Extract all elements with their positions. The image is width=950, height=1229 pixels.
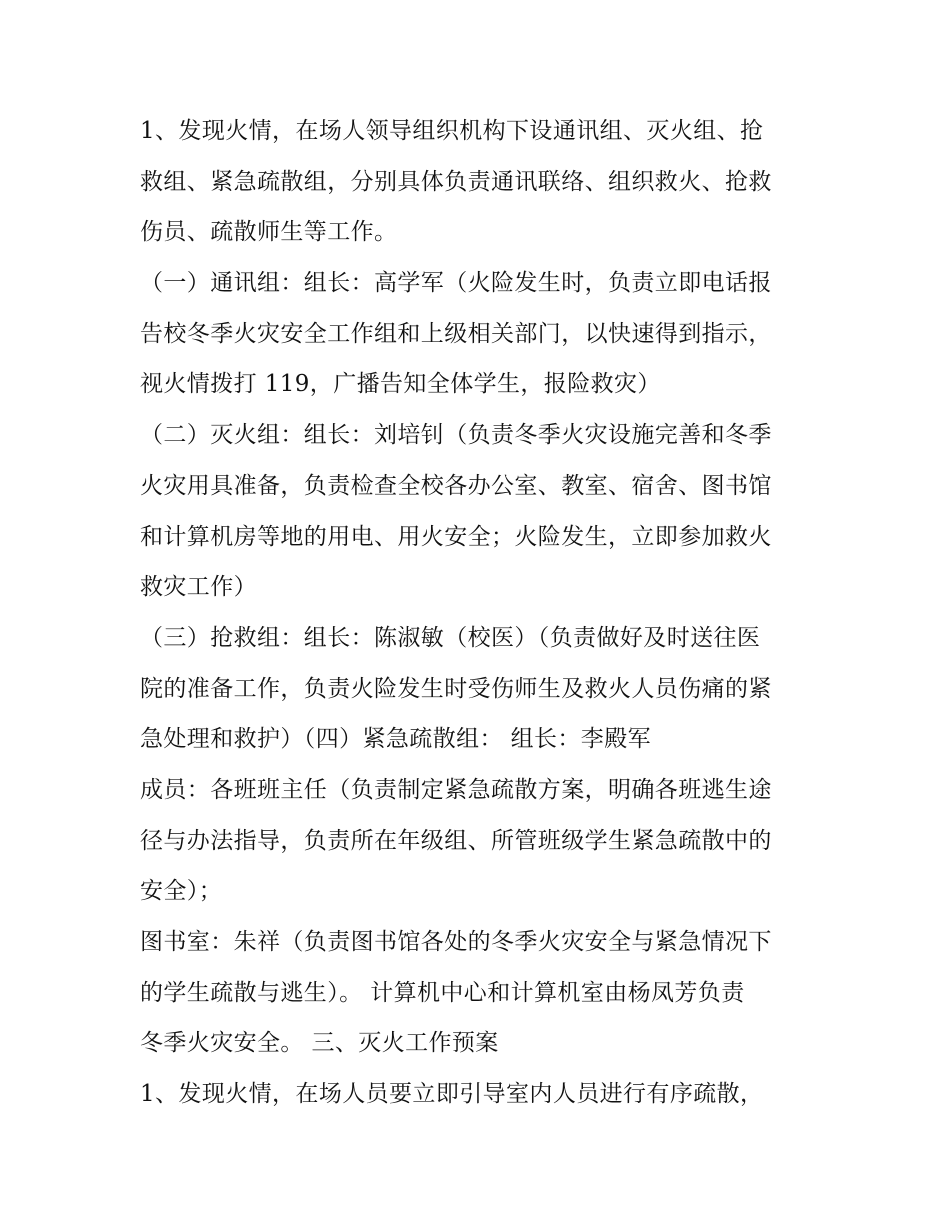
text-line: 伤员、疏散师生等工作。 — [140, 219, 398, 246]
text-line: （一）通讯组：组长：高学军（火险发生时，负责立即电话报 — [140, 270, 772, 297]
text-line: 安全）； — [140, 878, 223, 905]
text-line: 1、发现火情，在场人领导组织机构下设通讯组、灭火组、抢 — [140, 118, 764, 144]
text-line: 急处理和救护）（四）紧急疏散组： 组长：李殿军 — [140, 726, 652, 753]
text-line: 救灾工作） — [140, 574, 257, 601]
text-line: 图书室：朱祥（负责图书馆各处的冬季火灾安全与紧急情况下 — [140, 929, 772, 955]
text-line: 救组、紧急疏散组，分别具体负责通讯联络、组织救火、抢救 — [140, 168, 772, 195]
text-line: 院的准备工作，负责火险发生时受伤师生及救火人员伤痛的紧 — [140, 675, 772, 702]
text-line: 告校冬季火灾安全工作组和上级相关部门，以快速得到指示， — [140, 320, 772, 347]
text-line: （二）灭火组：组长：刘培钊（负责冬季火灾设施完善和冬季 — [140, 422, 772, 449]
text-line: 视火情拨打 119，广播告知全体学生，报险救灾） — [140, 371, 661, 398]
text-line: 的学生疏散与逃生）。 计算机中心和计算机室由杨凤芳负责 — [140, 979, 745, 1006]
document-body — [140, 106, 820, 1120]
text-line: 和计算机房等地的用电、用火安全；火险发生，立即参加救火 — [140, 523, 772, 550]
text-line: 成员：各班班主任（负责制定紧急疏散方案，明确各班逃生途 — [140, 776, 772, 803]
text-line: （三）抢救组：组长：陈淑敏（校医）（负责做好及时送往医 — [140, 624, 761, 651]
text-line: 冬季火灾安全。 三、灭火工作预案 — [140, 1030, 499, 1057]
text-line: 径与办法指导，负责所在年级组、所管班级学生紧急疏散中的 — [140, 827, 772, 854]
text-line: 1、发现火情，在场人员要立即引导室内人员进行有序疏散， — [140, 1081, 764, 1108]
text-line: 火灾用具准备，负责检查全校各办公室、教室、宿舍、图书馆 — [140, 472, 772, 499]
